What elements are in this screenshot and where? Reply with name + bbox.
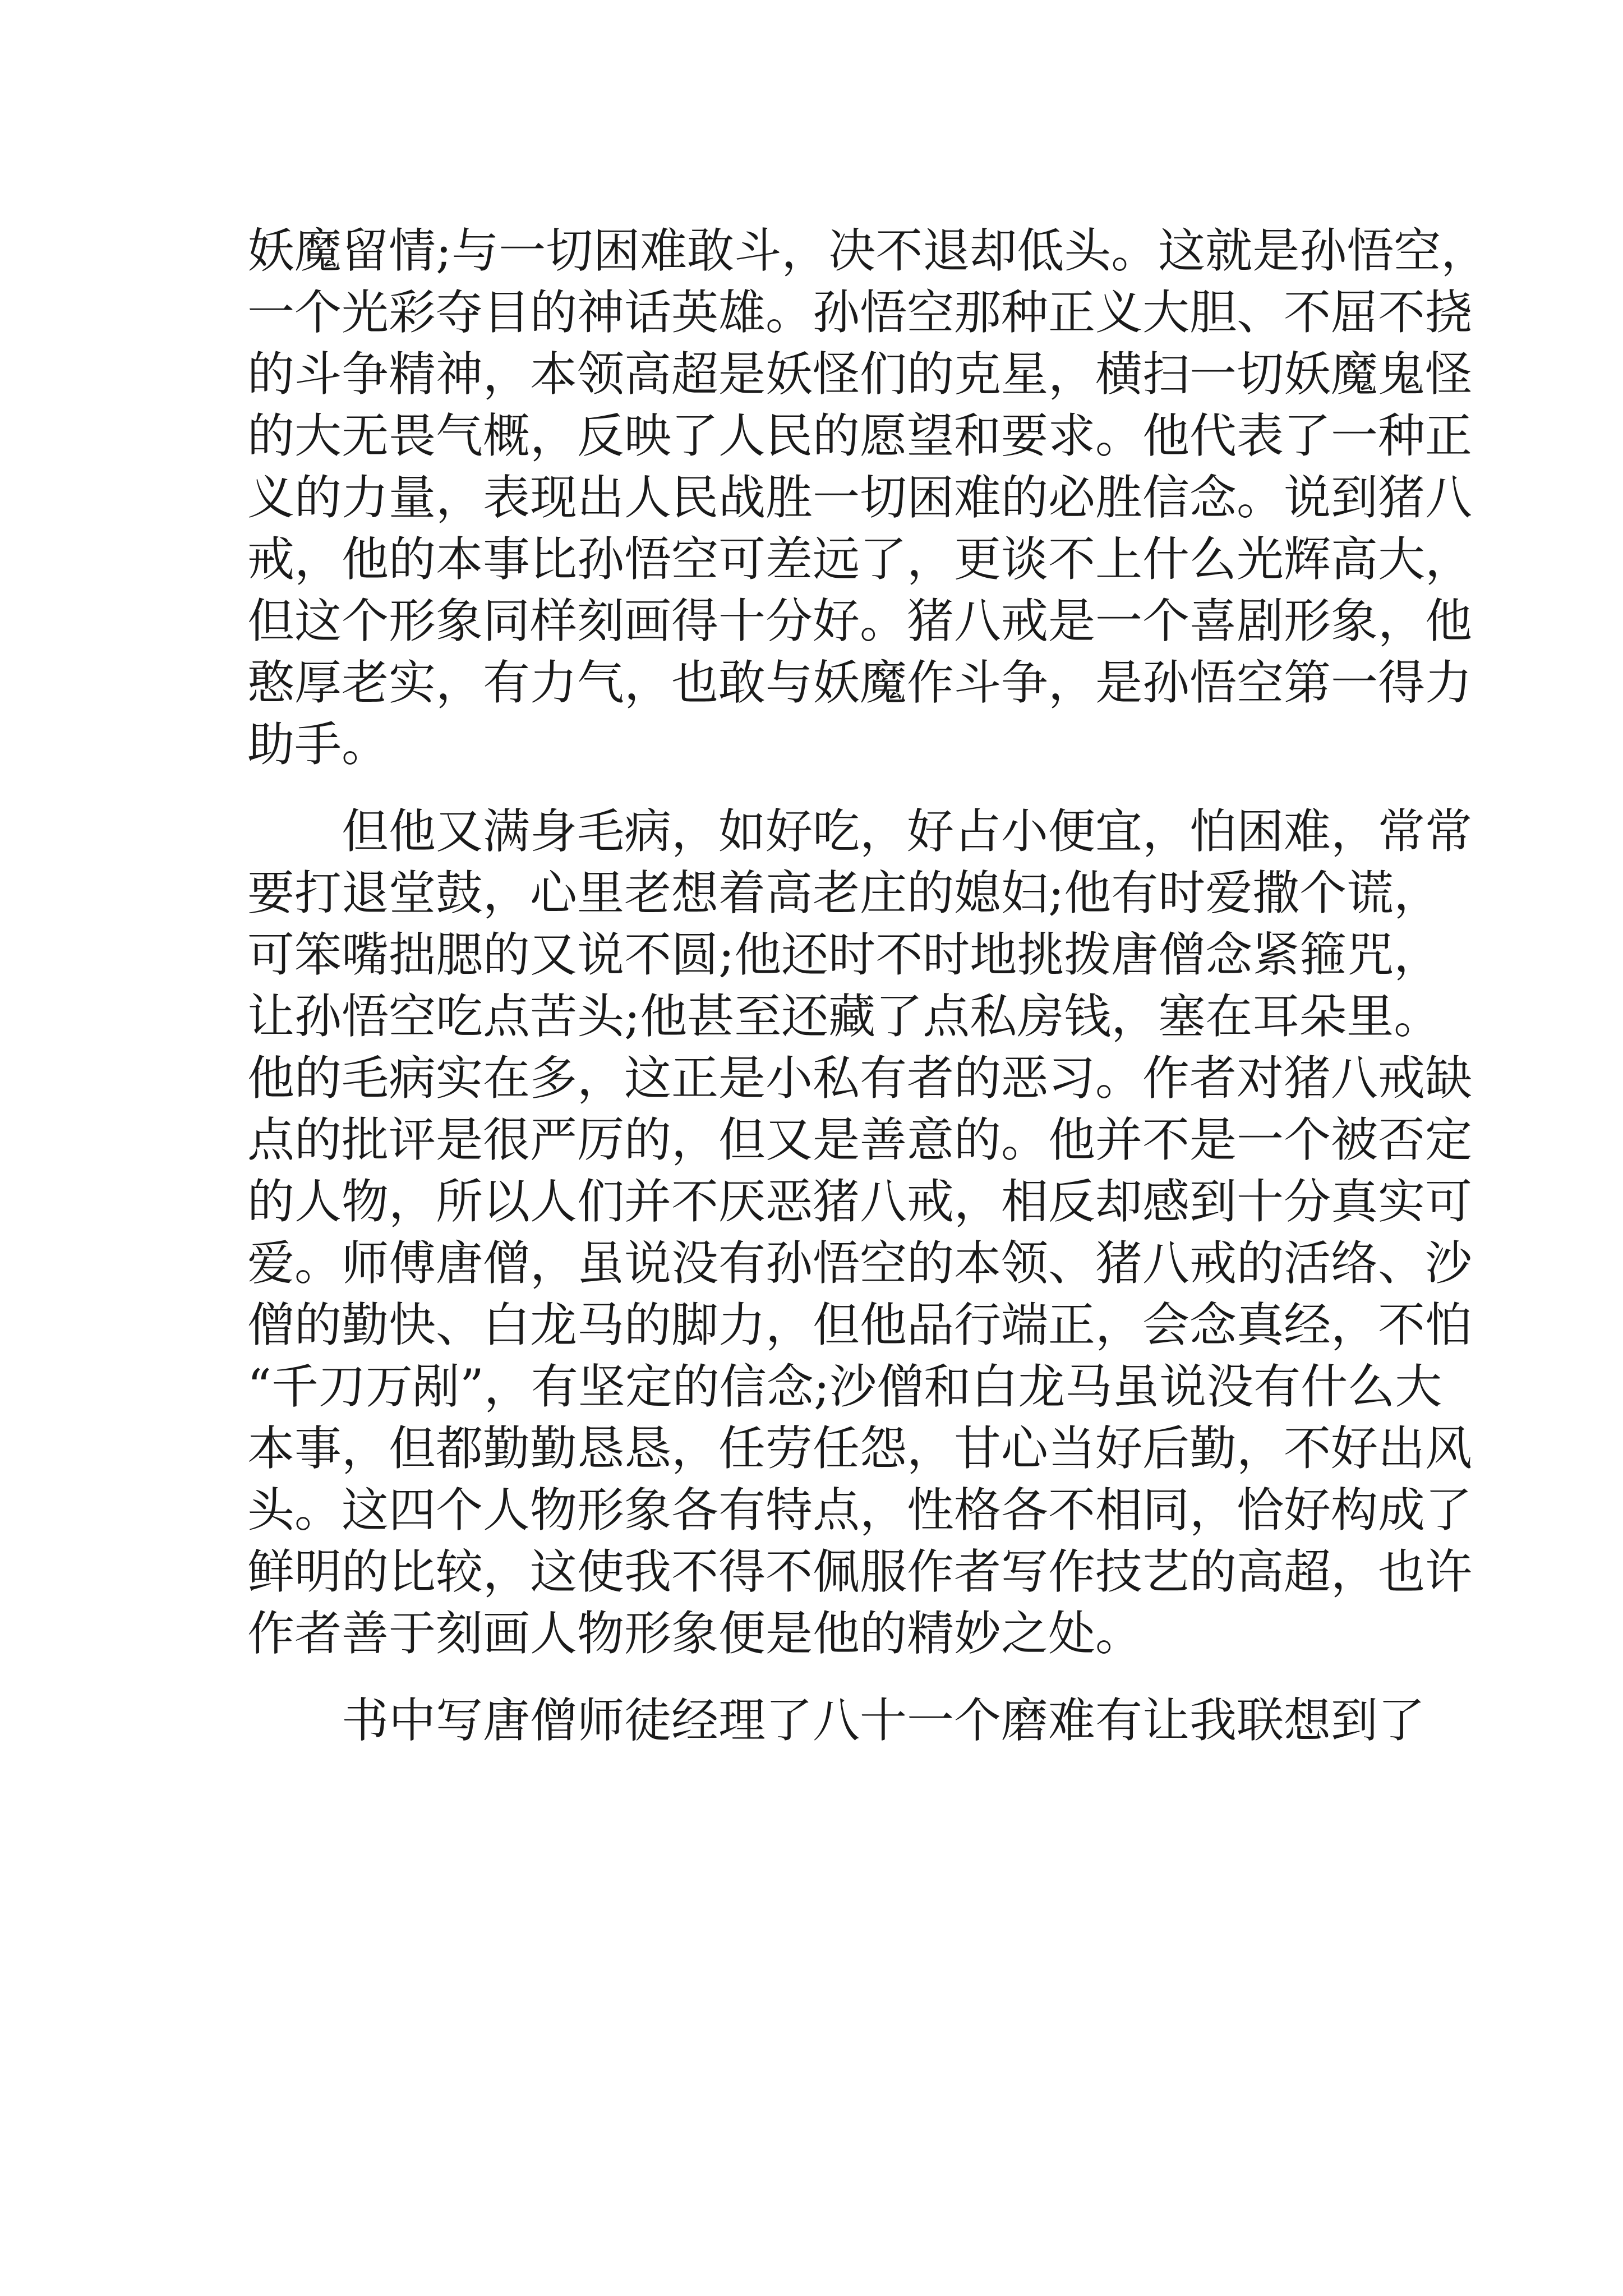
text-line: 的斗争精神，本领高超是妖怪们的克星，横扫一切妖魔鬼怪 <box>247 347 1473 402</box>
body-text <box>247 220 1488 1751</box>
text-line: “千刀万剐”，有坚定的信念;沙僧和白龙马虽说没有什么大 <box>247 1359 1442 1414</box>
paragraph-2 <box>247 800 1473 1664</box>
paragraph-1 <box>247 220 1488 775</box>
paragraph-3 <box>247 1690 1426 1751</box>
text-line: 点的批评是很严厉的，但又是善意的。他并不是一个被否定 <box>247 1112 1473 1167</box>
text-line: 要打退堂鼓，心里老想着高老庄的媳妇;他有时爱撒个谎， <box>247 866 1441 921</box>
text-line: 义的力量，表现出人民战胜一切困难的必胜信念。说到猪八 <box>247 470 1473 525</box>
text-line: 鲜明的比较，这使我不得不佩服作者写作技艺的高超，也许 <box>247 1544 1473 1599</box>
text-line: 本事，但都勤勤恳恳，任劳任怨，甘心当好后勤，不好出风 <box>247 1421 1473 1476</box>
text-line: 妖魔留情;与一切困难敢斗，决不退却低头。这就是孙悟空， <box>247 223 1488 278</box>
text-line: 一个光彩夺目的神话英雄。孙悟空那种正义大胆、不屈不挠 <box>247 285 1473 340</box>
text-line: 戒，他的本事比孙悟空可差远了，更谈不上什么光辉高大， <box>247 532 1473 587</box>
text-line: 助手。 <box>247 717 389 772</box>
text-line: 的人物，所以人们并不厌恶猪八戒，相反却感到十分真实可 <box>247 1174 1473 1229</box>
paragraph-gap <box>247 775 1386 800</box>
text-line: 憨厚老实，有力气，也敢与妖魔作斗争，是孙悟空第一得力 <box>247 655 1473 710</box>
text-line: 可笨嘴拙腮的又说不圆;他还时不时地挑拨唐僧念紧箍咒， <box>247 927 1441 982</box>
text-line: 书中写唐僧师徒经理了八十一个磨难有让我联想到了 <box>342 1693 1426 1748</box>
text-line: 的大无畏气概，反映了人民的愿望和要求。他代表了一种正 <box>247 408 1473 463</box>
text-line: 让孙悟空吃点苦头;他甚至还藏了点私房钱，塞在耳朵里。 <box>247 989 1441 1044</box>
text-line: 头。这四个人物形象各有特点，性格各不相同，恰好构成了 <box>247 1483 1473 1538</box>
paragraph-gap <box>247 1664 1386 1690</box>
text-line: 但他又满身毛病，如好吃，好占小便宜，怕困难，常常 <box>342 804 1473 859</box>
text-line: 作者善于刻画人物形象便是他的精妙之处。 <box>247 1606 1143 1661</box>
text-line: 爱。师傅唐僧，虽说没有孙悟空的本领、猪八戒的活络、沙 <box>247 1236 1473 1291</box>
text-line: 他的毛病实在多，这正是小私有者的恶习。作者对猪八戒缺 <box>247 1051 1473 1106</box>
text-line: 僧的勤快、白龙马的脚力，但他品行端正，会念真经，不怕 <box>247 1297 1473 1352</box>
text-line: 但这个形象同样刻画得十分好。猪八戒是一个喜剧形象，他 <box>247 593 1473 648</box>
